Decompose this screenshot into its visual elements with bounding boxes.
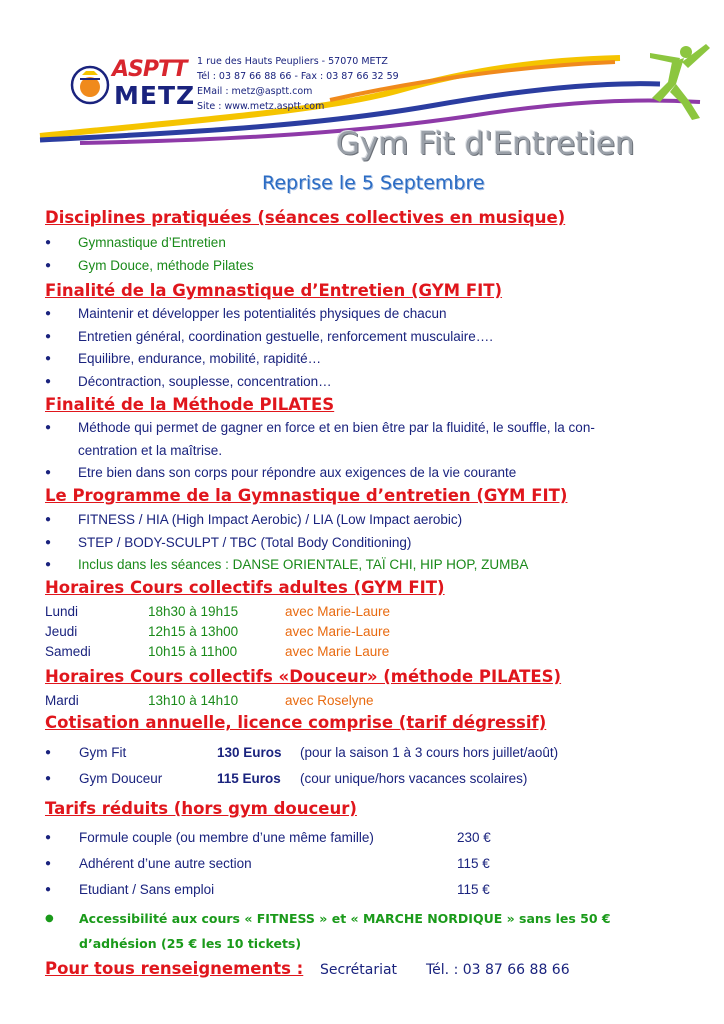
bullet-icon: ● <box>45 884 52 895</box>
gymfit-goal-heading: Finalité de la Gymnastique d’Entretien (GYM FIT) <box>45 281 503 300</box>
bullet-icon: ● <box>45 536 52 548</box>
schedule-time: 13h10 à 14h10 <box>148 693 239 708</box>
reduced-rates-table <box>45 825 685 903</box>
bullet-icon: ● <box>45 467 52 478</box>
fees-table <box>45 740 685 792</box>
list-item: ● Equilibre, endurance, mobilité, rapidité… <box>45 348 493 371</box>
rate-value: 115 € <box>457 882 490 897</box>
secretariat-label: Secrétariat <box>320 962 398 978</box>
schedule-day: Lundi <box>45 604 79 619</box>
fee-amount: 115 Euros <box>217 771 281 786</box>
schedule-day: Mardi <box>45 693 79 708</box>
gymfit-schedule-table <box>45 602 645 662</box>
schedule-time: 18h30 à 19h15 <box>148 604 239 619</box>
logo-metz-text: METZ <box>114 81 196 110</box>
table-row <box>45 691 645 711</box>
logo-asptt-text: ASPTT <box>112 57 187 82</box>
reduced-rates-heading: Tarifs réduits (hors gym douceur) <box>45 799 357 818</box>
table-row <box>45 740 685 766</box>
bullet-icon: ● <box>45 773 52 784</box>
rate-label: Formule couple (ou membre d’une même famille) <box>79 830 374 845</box>
list-item: ● Méthode qui permet de gagner en force et en bien être par la fluidité, le souffle, la con- centration et la maîtrise. <box>45 417 595 462</box>
schedule-time: 10h15 à 11h00 <box>148 644 238 659</box>
rate-value: 230 € <box>457 830 491 845</box>
disciplines-heading: Disciplines pratiquées (séances collectives en musique) <box>45 208 566 227</box>
rate-value: 115 € <box>457 856 490 871</box>
nordic-walking-access-note <box>45 906 685 956</box>
list-item: ● Etre bien dans son corps pour répondre aux exigences de la vie courante <box>45 462 595 485</box>
bullet-icon: ● <box>45 259 52 271</box>
schedule-day: Jeudi <box>45 624 78 639</box>
bullet-icon: ● <box>45 353 52 364</box>
website-line: Site : www.metz.asptt.com <box>197 101 325 112</box>
fee-note: (pour la saison 1 à 3 cours hors juillet/août) <box>300 745 559 760</box>
access-line-2: d’adhésion (25 € les 10 tickets) <box>79 936 302 951</box>
club-address-block <box>197 54 399 114</box>
access-line-1: Accessibilité aux cours « FITNESS » et « MARCHE NORDIQUE » sans les 50 € <box>79 911 611 926</box>
list-item: ● Gymnastique d’Entretien <box>45 232 254 255</box>
table-row <box>45 877 685 903</box>
fee-label: Gym Douceur <box>79 771 163 786</box>
schedule-coach: avec Roselyne <box>285 693 374 708</box>
fee-amount: 130 Euros <box>217 745 282 760</box>
table-row <box>45 851 685 877</box>
bullet-icon: ● <box>45 422 52 433</box>
rate-label: Adhérent d’une autre section <box>79 856 252 871</box>
table-row <box>45 642 645 662</box>
list-item: ● Maintenir et développer les potentialités physiques de chacun <box>45 303 493 326</box>
phone-fax-line: Tél : 03 87 66 88 66 - Fax : 03 87 66 32 59 <box>197 71 399 82</box>
disciplines-list <box>45 232 254 277</box>
bullet-icon: ● <box>45 747 52 758</box>
program-list <box>45 509 528 577</box>
logo-emblem-icon <box>70 65 110 105</box>
bullet-icon: ● <box>45 375 52 387</box>
pilates-goal-list <box>45 417 595 485</box>
list-item: ● Décontraction, souplesse, concentration… <box>45 371 493 394</box>
gymfit-goal-list <box>45 303 493 393</box>
douceur-schedule-heading: Horaires Cours collectifs «Douceur» (méthode PILATES) <box>45 667 562 686</box>
fees-heading: Cotisation annuelle, licence comprise (tarif dégressif) <box>45 713 547 732</box>
bullet-icon: ● <box>45 308 52 319</box>
bullet-icon: ● <box>45 858 52 869</box>
pilates-goal-heading: Finalité de la Méthode PILATES <box>45 395 335 414</box>
table-row <box>45 766 685 792</box>
schedule-time: 12h15 à 13h00 <box>148 624 239 639</box>
schedule-day: Samedi <box>45 644 91 659</box>
list-item: ● Entretien général, coordination gestuelle, renforcement musculaire…. <box>45 326 493 349</box>
schedule-coach: avec Marie Laure <box>285 644 390 659</box>
list-item: ● FITNESS / HIA (High Impact Aerobic) / LIA (Low Impact aerobic) <box>45 509 528 532</box>
list-item: ● STEP / BODY-SCULPT / TBC (Total Body Conditioning) <box>45 532 528 555</box>
bullet-icon: ● <box>45 330 52 342</box>
table-row <box>45 825 685 851</box>
contact-phone: Tél. : 03 87 66 88 66 <box>426 962 570 978</box>
asptt-metz-logo <box>70 57 196 121</box>
bullet-icon: ● <box>45 832 52 843</box>
table-row <box>45 602 645 622</box>
bullet-icon: ● <box>45 514 52 525</box>
restart-date-subtitle: Reprise le 5 Septembre <box>262 172 485 194</box>
contact-footer <box>45 959 570 978</box>
douceur-schedule-table <box>45 691 645 711</box>
page-title: Gym Fit d'Entretien <box>336 126 635 162</box>
gymfit-schedule-heading: Horaires Cours collectifs adultes (GYM FIT) <box>45 578 445 597</box>
schedule-coach: avec Marie-Laure <box>285 604 391 619</box>
bullet-icon: ● <box>45 913 54 924</box>
schedule-coach: avec Marie-Laure <box>285 624 391 639</box>
list-item: ● Gym Douce, méthode Pilates <box>45 255 254 278</box>
fee-label: Gym Fit <box>79 745 127 760</box>
bullet-icon: ● <box>45 237 52 248</box>
bullet-icon: ● <box>45 559 52 570</box>
email-line: EMail : metz@asptt.com <box>197 86 313 97</box>
contact-label: Pour tous renseignements : <box>45 959 304 978</box>
rate-label: Etudiant / Sans emploi <box>79 882 215 897</box>
list-item: ● Inclus dans les séances : DANSE ORIENTALE, TAÏ CHI, HIP HOP, ZUMBA <box>45 554 528 577</box>
program-heading: Le Programme de la Gymnastique d’entretien (GYM FIT) <box>45 486 568 505</box>
fee-note: (cour unique/hors vacances scolaires) <box>300 771 528 786</box>
address-line: 1 rue des Hauts Peupliers - 57070 METZ <box>197 56 388 67</box>
table-row <box>45 622 645 642</box>
